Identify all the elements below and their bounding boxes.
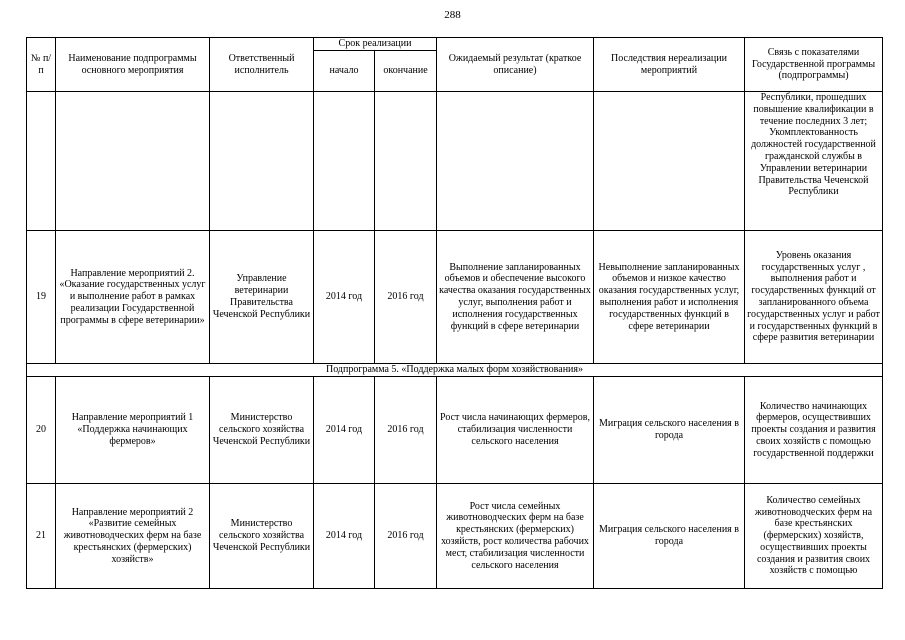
cell-end (375, 92, 437, 231)
cell-result: Рост числа начинающих фермеров, стабилизация численности сельского населения (437, 377, 594, 484)
header-consequences: Последствия нереализации мероприятий (594, 38, 745, 92)
cell-name: Направление мероприятий 1 «Поддержка начинающих фермеров» (56, 377, 210, 484)
cell-link: Количество начинающих фермеров, осуществивших проекты создания и развития своих хозяйств с помощью государственной поддержки (745, 377, 883, 484)
cell-name: Направление мероприятий 2 «Развитие семейных животноводческих ферм на базе крестьянских (фермерских) хозяйств» (56, 484, 210, 589)
cell-link: Уровень оказания государственных услуг , выполнения работ и государственных функций от запланированного объема государственных услуг и работ и государственных функций в сфере развития ветеринарии (745, 231, 883, 364)
cell-consequences: Миграция сельского населения в города (594, 484, 745, 589)
cell-num: 19 (27, 231, 56, 364)
cell-num (27, 92, 56, 231)
cell-start: 2014 год (314, 231, 375, 364)
table-row-20 (27, 377, 883, 484)
cell-responsible (210, 92, 314, 231)
page-number: 288 (444, 9, 461, 21)
program-table (26, 37, 883, 589)
table-row-continuation (27, 92, 883, 231)
header-num: № п/п (27, 38, 56, 92)
header-end: окончание (375, 51, 437, 92)
cell-result: Рост числа семейных животноводческих ферм на базе крестьянских (фермерских) хозяйств, рост количества рабочих мест, стабилизация численности сельского населения (437, 484, 594, 589)
cell-name (56, 92, 210, 231)
cell-name: Направление мероприятий 2. «Оказание государственных услуг и выполнение работ в рамках реализации Государственной программы в сфере ветеринарии» (56, 231, 210, 364)
cell-end: 2016 год (375, 484, 437, 589)
cell-consequences: Миграция сельского населения в города (594, 377, 745, 484)
cell-result: Выполнение запланированных объемов и обеспечение высокого качества оказания государственных услуг, выполнения работ и исполнения государственных функций в сфере ветеринарии (437, 231, 594, 364)
subprogram-title: Подпрограмма 5. «Поддержка малых форм хозяйствования» (27, 364, 883, 377)
table-row-19 (27, 231, 883, 364)
cell-num: 21 (27, 484, 56, 589)
cell-end: 2016 год (375, 377, 437, 484)
cell-link: Республики, прошедших повышение квалификации в течение последних 3 лет; Укомплектованность должностей государственной гражданской службы в Управлении ветеринарии Правительства Чеченской Республики (745, 92, 883, 231)
cell-responsible: Министерство сельского хозяйства Чеченской Республики (210, 484, 314, 589)
cell-consequences: Невыполнение запланированных объемов и низкое качество оказания государственных услуг, выполнения работ и исполнения государственных функций в сфере ветеринарии (594, 231, 745, 364)
cell-start: 2014 год (314, 377, 375, 484)
header-start: начало (314, 51, 375, 92)
header-result: Ожидаемый результат (краткое описание) (437, 38, 594, 92)
cell-link: Количество семейных животноводческих ферм на базе крестьянских (фермерских) хозяйств, осуществивших проекты создания и развития своих хозяйств с помощью (745, 484, 883, 589)
cell-end: 2016 год (375, 231, 437, 364)
header-responsible: Ответственный исполнитель (210, 38, 314, 92)
header-link: Связь с показателями Государственной программы (подпрограммы) (745, 38, 883, 92)
header-period: Срок реализации (314, 38, 437, 51)
cell-result (437, 92, 594, 231)
cell-responsible: Управление ветеринарии Правительства Чеченской Республики (210, 231, 314, 364)
header-name: Наименование подпрограммы основного мероприятия (56, 38, 210, 92)
cell-num: 20 (27, 377, 56, 484)
cell-start: 2014 год (314, 484, 375, 589)
cell-responsible: Министерство сельского хозяйства Чеченской Республики (210, 377, 314, 484)
cell-consequences (594, 92, 745, 231)
table-row-21 (27, 484, 883, 589)
subprogram-row (27, 364, 883, 377)
cell-start (314, 92, 375, 231)
header-row (27, 38, 883, 51)
